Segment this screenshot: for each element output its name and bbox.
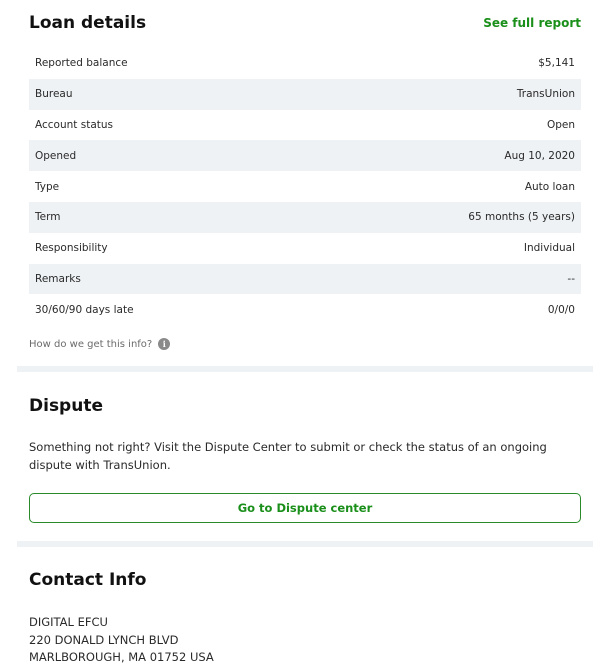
dispute-title: Dispute (29, 396, 103, 416)
row-label: Reported balance (35, 57, 128, 70)
contact-info-section (17, 547, 593, 667)
table-row (29, 233, 581, 264)
table-row (29, 110, 581, 141)
row-value: Open (546, 118, 575, 131)
see-full-report-link[interactable]: See full report (483, 16, 581, 30)
table-row (29, 202, 581, 233)
row-label: Responsibility (35, 242, 108, 255)
row-value: Individual (523, 242, 575, 255)
loan-details-table (29, 48, 581, 325)
row-value: $5,141 (538, 57, 575, 70)
loan-details-section (17, 0, 593, 366)
table-row (29, 171, 581, 202)
info-question-text: How do we get this info? (29, 338, 153, 350)
dispute-section (17, 372, 593, 541)
table-row (29, 294, 581, 325)
row-label: 30/60/90 days late (35, 303, 134, 316)
dispute-description: Something not right? Visit the Dispute Center to submit or check the status of an ongoing dispute with TransUnion. (29, 440, 547, 472)
row-label: Type (35, 180, 60, 193)
row-label: Bureau (35, 88, 73, 101)
row-label: Remarks (35, 272, 81, 285)
table-row (29, 48, 581, 79)
address-line-city: MARLBOROUGH, MA 01752 USA (29, 650, 214, 664)
row-value: Auto loan (524, 180, 575, 193)
row-label: Account status (35, 118, 113, 131)
row-value: 65 months (5 years) (468, 211, 575, 224)
row-value: 0/0/0 (547, 303, 575, 316)
address-line-street: 220 DONALD LYNCH BLVD (29, 632, 179, 647)
row-value: Aug 10, 2020 (504, 149, 575, 162)
row-label: Term (35, 211, 61, 224)
table-row (29, 79, 581, 110)
loan-details-header (29, 10, 581, 36)
contact-address (29, 614, 214, 667)
table-row (29, 264, 581, 295)
loan-details-title: Loan details (29, 13, 147, 33)
info-icon[interactable]: i (158, 338, 170, 350)
go-to-dispute-center-button[interactable]: Go to Dispute center (29, 493, 581, 523)
address-line-name: DIGITAL EFCU (29, 615, 108, 629)
row-value: -- (567, 272, 575, 285)
table-row (29, 140, 581, 171)
row-value: TransUnion (516, 88, 575, 101)
contact-info-title: Contact Info (29, 570, 147, 590)
info-source-line (29, 338, 170, 350)
row-label: Opened (35, 149, 77, 162)
